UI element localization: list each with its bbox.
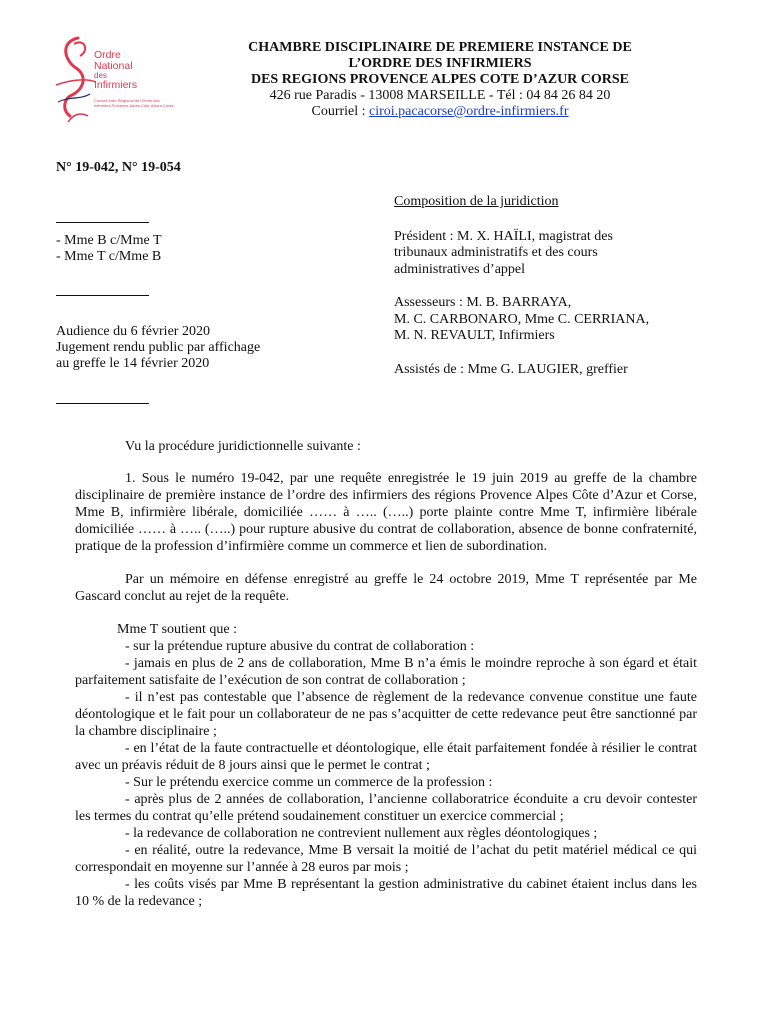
- vu-line: Vu la procédure juridictionnelle suivante :: [125, 439, 361, 454]
- divider: [56, 222, 149, 223]
- argument-item: - la redevance de collaboration ne contrevient nullement aux règles déontologiques ;: [125, 826, 598, 841]
- argument-item: - sur la prétendue rupture abusive du contrat de collaboration :: [125, 639, 475, 654]
- argument-item: - Sur le prétendu exercice comme un commerce de la profession :: [125, 775, 493, 790]
- composition-title: Composition de la juridiction: [394, 194, 559, 209]
- president-line: tribunaux administratifs et des cours: [394, 245, 598, 260]
- email-link[interactable]: ciroi.pacacorse@ordre-infirmiers.fr: [369, 104, 569, 119]
- soutient-line: Mme T soutient que :: [117, 622, 238, 637]
- header-line: DES REGIONS PROVENCE ALPES COTE D’AZUR CORSE: [250, 72, 630, 87]
- argument-item: - en l’état de la faute contractuelle et déontologique, elle était parfaitement fondée à résilier le contrat avec un préavis réduit de 8 jours ainsi que le permet le contrat ;: [75, 741, 697, 773]
- procedure-body: [75, 438, 697, 910]
- logo-line: National: [94, 60, 133, 72]
- composition-block: [394, 194, 694, 378]
- audience-line: au greffe le 14 février 2020: [56, 356, 210, 371]
- assesseurs-line: M. N. REVAULT, Infirmiers: [394, 328, 555, 343]
- party-line: - Mme B c/Mme T: [56, 233, 162, 248]
- header-line: L’ORDRE DES INFIRMIERS: [348, 56, 532, 71]
- audience-block: [56, 324, 260, 372]
- logo-line: Ordre: [94, 49, 121, 61]
- assesseurs-line: Assesseurs : M. B. BARRAYA,: [394, 295, 572, 310]
- court-header: [195, 40, 685, 120]
- logo-wordmark: [94, 50, 137, 91]
- assesseurs-line: M. C. CARBONARO, Mme C. CERRIANA,: [394, 311, 650, 327]
- divider: [56, 295, 149, 296]
- argument-item: - après plus de 2 années de collaboration, l’ancienne collaboratrice éconduite a cru devoir contester les termes du contrat qu’elle prétend soudainement constituer un exercice commercial ;: [75, 792, 697, 824]
- parties-block: [56, 233, 162, 265]
- header-line: CHAMBRE DISCIPLINAIRE DE PREMIERE INSTANCE DE: [248, 40, 632, 55]
- header-address: 426 rue Paradis - 13008 MARSEILLE - Tél : 04 84 26 84 20: [269, 88, 611, 103]
- audience-line: Audience du 6 février 2020: [56, 324, 210, 339]
- case-numbers: N° 19-042, N° 19-054: [56, 160, 181, 175]
- party-line: - Mme T c/Mme B: [56, 249, 162, 264]
- header-mail-row: [195, 104, 685, 120]
- paragraph-2: Par un mémoire en défense enregistré au greffe le 24 octobre 2019, Mme T représentée par Me Gascard conclut au rejet de la requête.: [75, 572, 697, 604]
- president-line: administratives d’appel: [394, 261, 526, 277]
- argument-item: - jamais en plus de 2 ans de collaboration, Mme B n’a émis le moindre reproche à son égard et était parfaitement satisfaite de l’exécution de son contrat de collaboration ;: [75, 656, 697, 688]
- paragraph-1: 1. Sous le numéro 19-042, par une requête enregistrée le 19 juin 2019 au greffe de la chambre disciplinaire de première instance de l’ordre des infirmiers des régions Provence Alpes Côte d’Azur et Corse, Mme B, infirmière libérale, domiciliée …… à ….. (…..) porte plainte contre Mme T, infirmière libérale domiciliée …… à ….. (…..) pour rupture abusive du contrat de collaboration, absence de bonne confraternité, pratique de la profession d’infirmière comme un commerce et lien de subordination.: [75, 471, 697, 554]
- logo-line: Infirmiers: [94, 79, 138, 91]
- argument-item: - il n’est pas contestable que l’absence de règlement de la redevance convenue constitue une faute déontologique et le fait pour un collaborateur de ne pas s’acquitter de cette redevance peut être sanctionné par la chambre disciplinaire ;: [75, 690, 697, 739]
- logo-line: des: [94, 71, 107, 80]
- argument-item: - en réalité, outre la redevance, Mme B versait la moitié de l’achat du petit matériel médical ce qui correspondait en moyenne sur l’année à 28 euros par mois ;: [75, 843, 697, 875]
- audience-line: Jugement rendu public par affichage: [56, 340, 261, 355]
- logo-subline: Conseil Inter-Régional de l'Ordre des Infirmiers Provence-Alpes-Côte d'Azur Corse: [94, 98, 174, 108]
- argument-item: - les coûts visés par Mme B représentant la gestion administrative du cabinet étaient inclus dans les 10 % de la redevance ;: [75, 877, 697, 909]
- mail-label: Courriel :: [311, 104, 370, 119]
- divider: [56, 403, 149, 404]
- president-line: Président : M. X. HAÏLI, magistrat des: [394, 228, 613, 244]
- assistes-line: Assistés de : Mme G. LAUGIER, greffier: [394, 361, 628, 377]
